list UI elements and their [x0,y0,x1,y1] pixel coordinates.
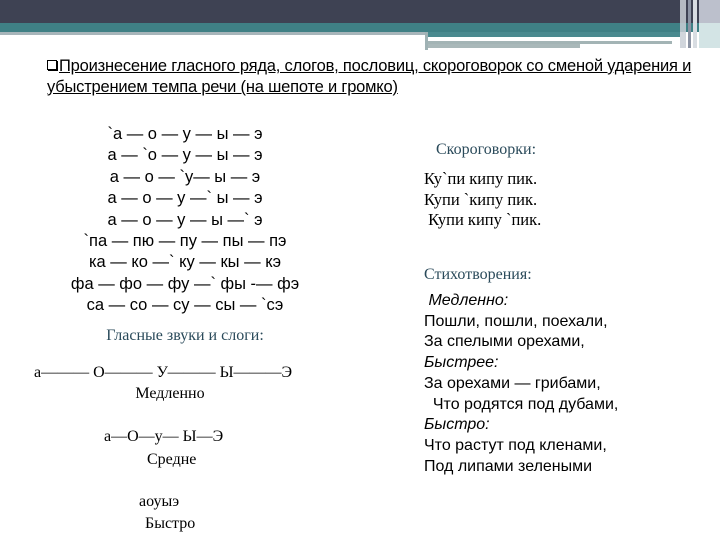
poem-line: Пошли, пошли, поехали, [424,312,608,330]
tongue-twister-line: Купи `кипу пик. [424,189,538,209]
poem-line: Под липами зелеными [424,457,593,475]
corner-stripe [693,0,697,48]
header-dark-band [0,0,720,23]
vowel-row: а — о — `у— ы — э [109,167,261,186]
poem-line: Что родятся под дубами, [424,395,619,413]
poems-heading: Стихотворения: [424,266,532,283]
fast-vowel-row: аоуыэ [139,493,180,510]
tempo-label-slow: Медленно: [424,292,509,309]
tongue-twister-line: Ку`пи кипу пик. [424,169,538,188]
syllable-row: `па — пю — пу — пы — пэ [83,232,287,251]
poem-lines [424,291,618,477]
tongue-twisters-heading: Скороговорки: [436,141,537,158]
tongue-twister-list [424,169,541,231]
syllable-row: са — со — су — сы — `сэ [86,296,284,315]
poem-line: За спелыми орехами, [424,333,585,351]
header-teal-band [0,23,720,32]
syllable-row: фа — фо — фу —` фы -— фэ [70,274,300,293]
tempo-label-fast: Быстро: [424,416,490,434]
medium-label: Средне [147,451,197,468]
header-divider-line [0,32,425,35]
vowel-row: а — о — у —` ы — э [107,189,263,208]
vowel-row: а — о — у — ы —` э [107,210,263,229]
corner-stripe [680,0,686,48]
corner-stripe [688,0,691,48]
square-bullet-icon [47,60,57,70]
tempo-label-faster: Быстрее: [424,354,499,372]
vowel-row: а — `о — у — ы — э [107,146,263,165]
slide-title [47,56,697,98]
slow-vowel-row: а——— О——— У——— Ы———Э [34,364,293,381]
header-teal-extension [425,32,680,37]
medium-vowel-row: а—О—у— Ы—Э [104,428,224,445]
poem-line: За орехами — грибами, [424,374,601,392]
slow-label: Медленно [135,385,205,402]
vowel-syllable-rows [40,124,330,317]
corner-stripe [699,23,720,48]
vowel-row: `а — о — у — ы — э [107,125,263,143]
fast-label: Быстро [145,515,196,532]
syllable-row: ка — ко —` ку — кы — кэ [88,253,282,272]
tongue-twister-line: Купи кипу `пик. [424,210,542,229]
poem-line: Что растут под кленами, [424,436,607,454]
vowels-heading: Гласные звуки и слоги: [106,327,264,344]
slide-title-text: Произнесение гласного ряда, слогов, пословиц, скороговорок со сменой ударения и убыстрением темпа речи (на шепоте и громко) [47,57,692,96]
header-gray-strip-short [428,44,580,48]
